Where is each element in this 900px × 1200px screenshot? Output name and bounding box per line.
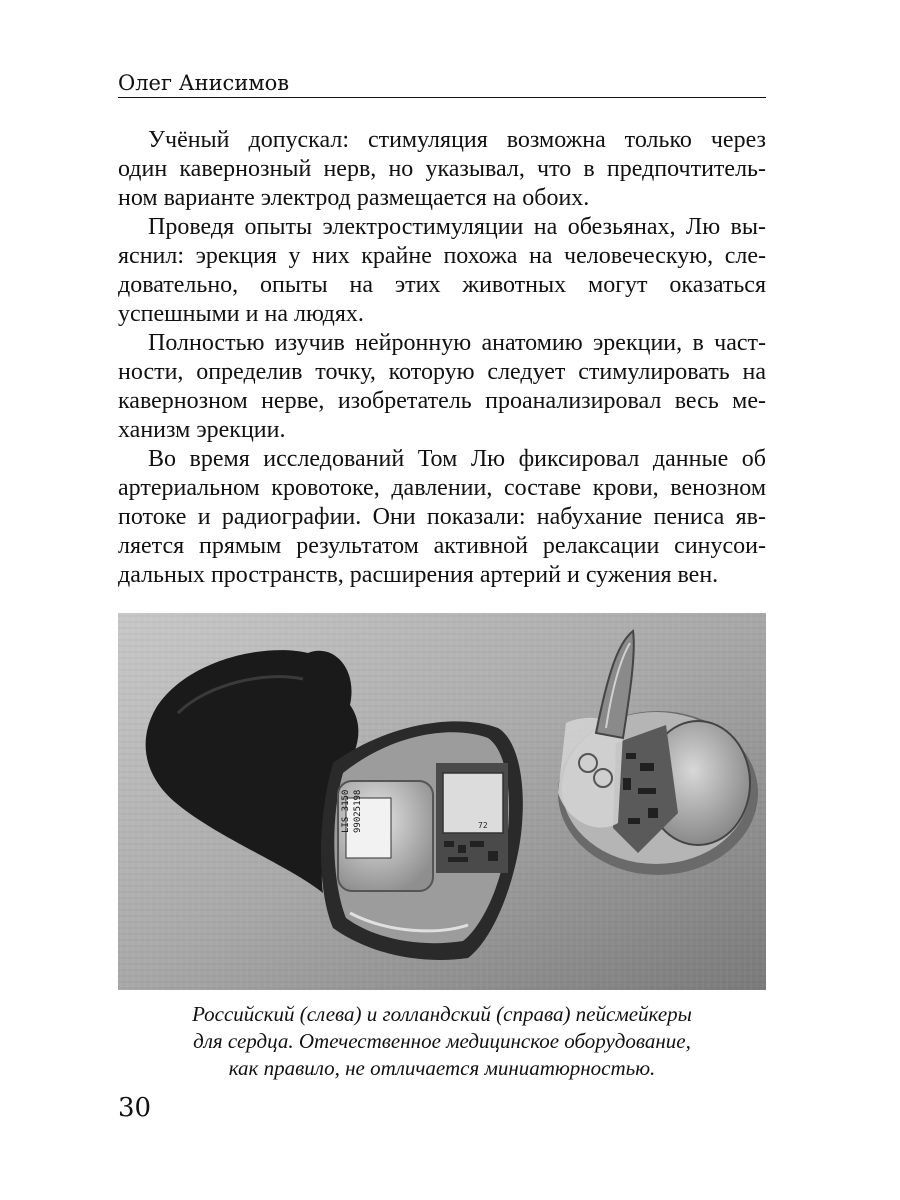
page-number: 30	[118, 1093, 152, 1123]
text-line: ляется прямым результатом активной релаксации синусои-	[118, 533, 766, 559]
header-rule	[118, 97, 766, 98]
text-line: ности, определив точку, которую следует стимулировать на	[118, 359, 766, 385]
caption-line: как правило, не отличается миниатюрностью.	[228, 1056, 656, 1080]
text-line: довательно, опыты на этих животных могут оказаться	[118, 272, 766, 298]
text-line: Проведя опыты электростимуляции на обезьянах, Лю вы-	[148, 214, 766, 240]
text-line: потоке и радиографии. Они показали: набухание пениса яв-	[118, 504, 766, 530]
text-line: артериальном кровотоке, давлении, составе крови, венозном	[118, 475, 766, 501]
battery-label-line-1: LIS 3150	[341, 789, 351, 833]
battery-label-line-2: 99025198	[353, 789, 363, 833]
paragraph-2	[118, 213, 766, 329]
paragraph-4	[118, 445, 766, 590]
caption-line: для сердца. Отечественное медицинское оборудование,	[193, 1029, 691, 1053]
text-line: успешными и на людях.	[118, 301, 364, 327]
chip-label: 72	[478, 821, 488, 830]
text-line: ном варианте электрод размещается на обоих.	[118, 185, 590, 211]
text-line: Учёный допускал: стимуляция возможна только через	[148, 127, 766, 153]
photo-caption	[118, 1001, 766, 1082]
paragraph-1	[118, 126, 766, 213]
body-text	[118, 126, 766, 590]
paragraph-3	[118, 329, 766, 445]
text-line: Во время исследований Том Лю фиксировал данные об	[148, 446, 766, 472]
pacemakers-photo	[118, 613, 766, 990]
text-line: Полностью изучив нейронную анатомию эрекции, в част-	[148, 330, 766, 356]
text-line: яснил: эрекция у них крайне похожа на человеческую, сле-	[118, 243, 766, 269]
text-line: один кавернозный нерв, но указывал, что в предпочтитель-	[118, 156, 766, 182]
text-line: ханизм эрекции.	[118, 417, 286, 443]
running-head: Олег Анисимов	[118, 71, 290, 95]
text-line: дальных пространств, расширения артерий и сужения вен.	[118, 562, 719, 588]
caption-line: Российский (слева) и голландский (справа) пейсмейкеры	[192, 1002, 692, 1026]
text-line: кавернозном нерве, изобретатель проанализировал весь ме-	[118, 388, 766, 414]
